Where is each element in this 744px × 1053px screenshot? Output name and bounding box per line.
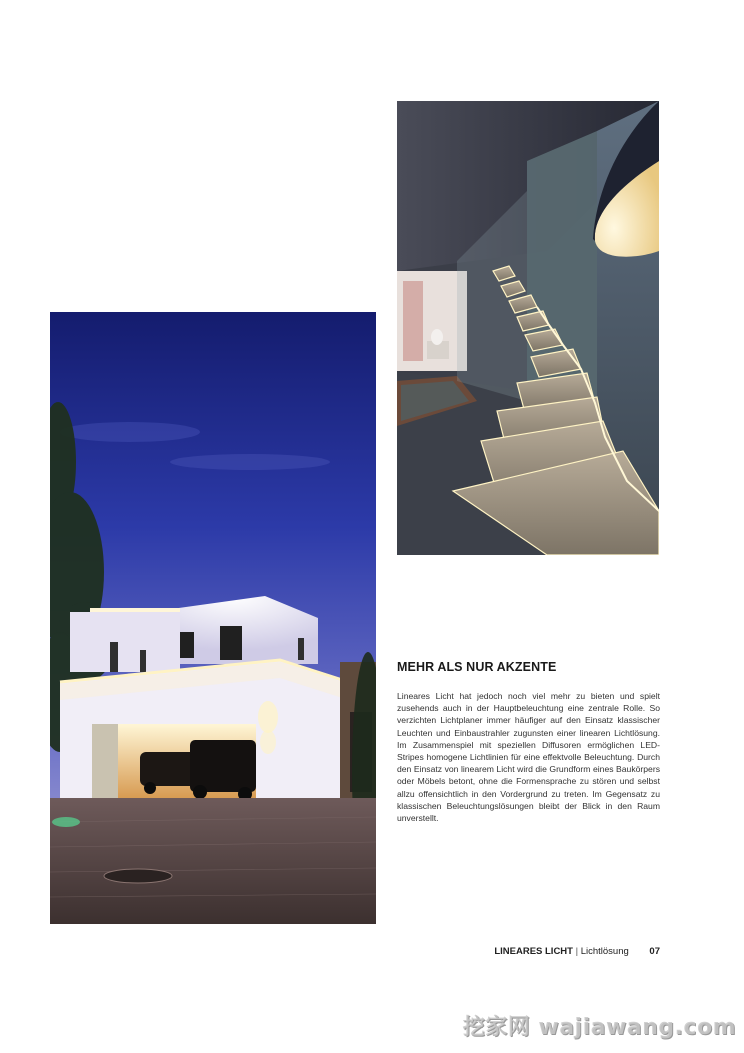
- watermark: 挖家网 wajiawang.com: [462, 1015, 736, 1040]
- article-body: Lineares Licht hat jedoch noch viel mehr zu bieten und spielt zusehends auch in der Hauptbeleuchtung eine zentrale Rolle. So verzichten Lichtplaner immer häufiger auf den Einsatz klassischer Leuchten und Einbaustrahler zugunsten einer linearen Lichtlösung. Im Zusammenspiel mit speziellen Diffusoren ermöglichen LED-Stripes homogene Lichtlinien für eine effektvolle Beleuchtung. Durch den Einsatz von linearem Licht wird die Grundform eines Baukörpers oder Möbels betont, ohne die Formensprache zu stören und selbst allzu offensichtlich in den Vordergrund zu treten. Im Gegensatz zu klassischen Beleuchtungslösungen bleibt der Blick in den Raum unverstellt.: [397, 691, 660, 824]
- footer-separator: |: [575, 946, 579, 957]
- footer-subsection: Lichtlösung: [580, 946, 629, 957]
- footer-section: LINEARES LICHT: [494, 946, 573, 957]
- house-exterior-night-photo: [50, 312, 376, 924]
- staircase-interior-photo: [397, 101, 659, 555]
- article-heading: MEHR ALS NUR AKZENTE: [397, 660, 557, 674]
- page-footer: [494, 946, 660, 957]
- page-number: 07: [649, 946, 660, 957]
